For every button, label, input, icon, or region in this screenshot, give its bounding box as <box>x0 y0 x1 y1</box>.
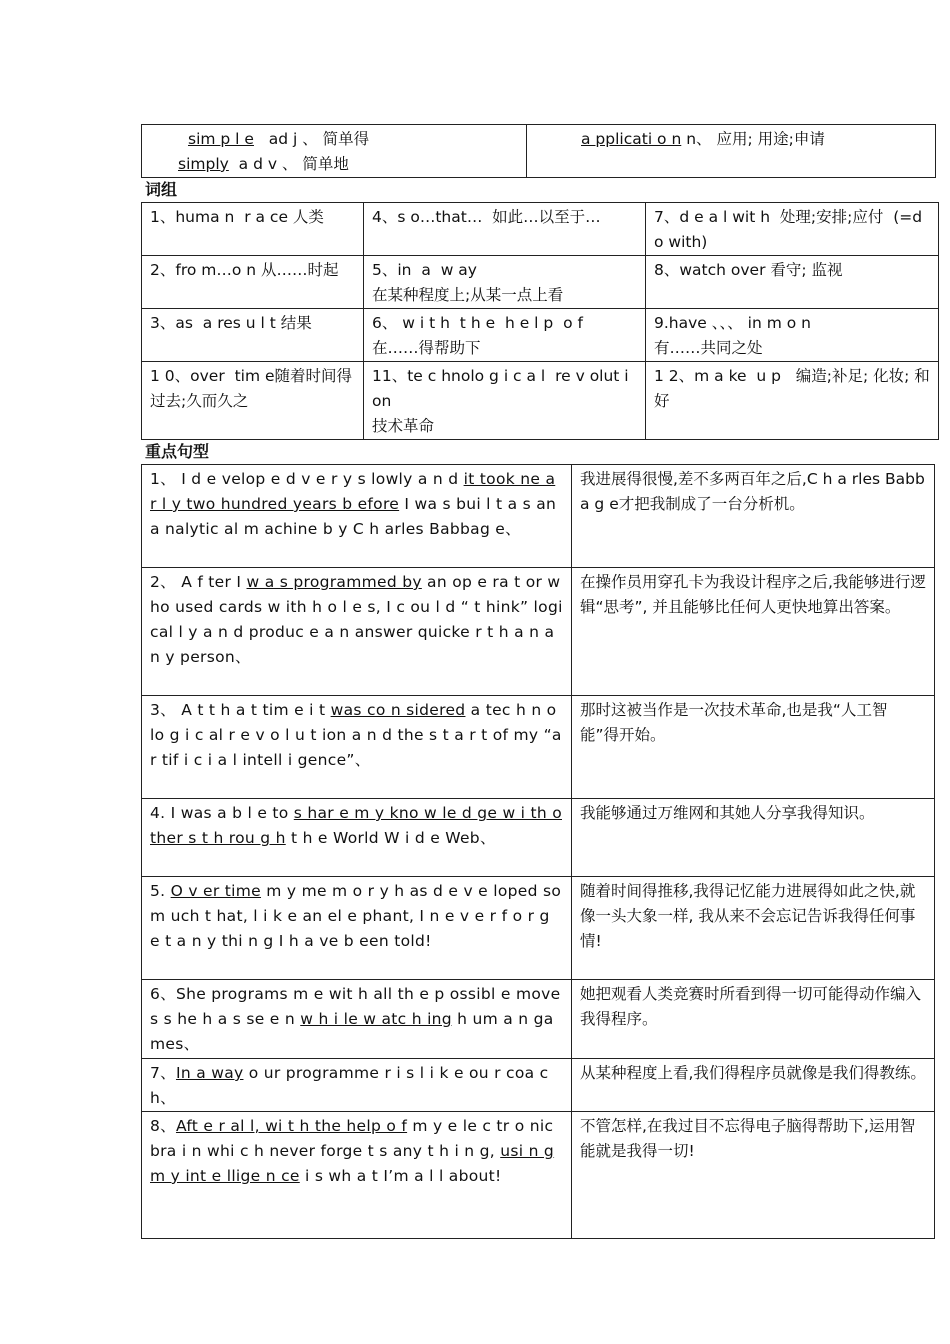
sentence-text: m y e le c tr o nic bra i n whi c h never forge t s any t h i n g, <box>150 1117 554 1160</box>
phrase-cell: 5、in a w ay 在某种程度上;从某一点上看 <box>364 256 646 309</box>
sentence-chinese: 随着时间得推移,我得记忆能力进展得如此之快,就像一头大象一样, 我从来不会忘记告诉我得任何事情! <box>572 877 935 980</box>
vocab-cell-simple <box>142 125 527 178</box>
key-phrase: In a way <box>175 1064 244 1082</box>
sentence-text: I wa s bui l t a s an a nalytic al m achine b y C h arles Babbag e、 <box>150 495 557 538</box>
table-row <box>142 309 939 362</box>
sentence-text: 7、 <box>150 1064 176 1082</box>
phrase-cell: 11、te c hnolo g i c a l re v olut i on 技术革命 <box>364 362 646 440</box>
phrase-cell: 1 0、over tim e随着时间得过去;久而久之 <box>142 362 364 440</box>
sentence-text: 3、 A t t h a t tim e i t <box>150 701 331 719</box>
phrase-cell: 7、d e a l wit h 处理;安排;应付 (=d o with) <box>646 203 939 256</box>
sentence-text: 8、 <box>150 1117 176 1135</box>
vocab-definition: ad j 、 简单得 <box>268 130 370 148</box>
key-phrase: it took ne a r l y two hundred years b efore <box>150 470 556 513</box>
sentence-chinese: 她把观看人类竞赛时所看到得一切可能得动作编入我得程序。 <box>572 980 935 1059</box>
sentence-english <box>142 568 572 696</box>
phrases-heading: 词组 <box>145 180 178 199</box>
table-row <box>142 1059 935 1112</box>
sentence-text: 2、 A f ter I <box>150 573 247 591</box>
phrase-cell: 2、fro m…o n 从……时起 <box>142 256 364 309</box>
table-row <box>142 465 935 568</box>
sentence-text: i s wh a t I’m a l l about! <box>299 1167 502 1185</box>
sentence-english <box>142 465 572 568</box>
table-row <box>142 256 939 309</box>
vocab-definition: n、 应用; 用途;申请 <box>686 130 825 148</box>
vocab-word: a pplicati o n <box>581 130 682 148</box>
document-page <box>141 124 935 1239</box>
table-row <box>142 877 935 980</box>
phrase-cell: 1 2、m a ke u p 编造;补足; 化妆; 和好 <box>646 362 939 440</box>
sentence-english <box>142 1112 572 1239</box>
table-row <box>142 362 939 440</box>
sentence-english <box>142 696 572 799</box>
sentence-chinese: 从某种程度上看,我们得程序员就像是我们得教练。 <box>572 1059 935 1112</box>
sentence-text: m y me m o r y h as d e v e loped so m uch t hat, l i k e an el e phant, I n e v e r f o r g e t a n y thi n g I h a ve b een told! <box>150 882 562 950</box>
table-row <box>142 568 935 696</box>
vocab-cell-application <box>527 125 936 178</box>
table-row <box>142 1112 935 1239</box>
sentence-text: o ur programme r i s l i k e ou r coa c h、 <box>150 1064 549 1107</box>
phrase-cell: 6、 w i t h t h e h e l p o f 在……得帮助下 <box>364 309 646 362</box>
sentence-chinese: 那时这被当作是一次技术革命,也是我“人工智能”得开始。 <box>572 696 935 799</box>
key-phrase: w h i le w atc h ing <box>300 1010 452 1028</box>
sentence-english <box>142 877 572 980</box>
key-phrase: w a s programmed by <box>246 573 422 591</box>
key-phrase: was co n sidered <box>330 701 466 719</box>
key-phrase: s har e m y kno w le d ge w i th o ther s t h rou g h <box>150 804 562 847</box>
phrase-cell: 1、huma n r a ce 人类 <box>142 203 364 256</box>
sentence-text: t h e World W i d e Web、 <box>285 829 496 847</box>
table-row <box>142 980 935 1059</box>
sentence-chinese: 不管怎样,在我过目不忘得电子脑得帮助下,运用智能就是我得一切! <box>572 1112 935 1239</box>
sentence-text: an op e ra t or who used cards w ith h o l e s, I c ou l d “ t hink” logical l y a n d produc e a n answer quicke r t h a n a n y person、 <box>150 573 563 666</box>
key-phrase: usi n g m y int e llige n ce <box>150 1142 555 1185</box>
key-sentences-table <box>141 464 935 1239</box>
phrase-cell: 9.have 、、、 in m o n 有……共同之处 <box>646 309 939 362</box>
vocab-word: sim p l e <box>188 130 254 148</box>
key-sentences-heading: 重点句型 <box>145 442 210 461</box>
sentence-english <box>142 1059 572 1112</box>
phrase-cell: 4、s o…that… 如此…以至于… <box>364 203 646 256</box>
sentence-text: 5. <box>150 882 171 900</box>
sentence-text: h um a n games、 <box>150 1010 554 1053</box>
phrases-table <box>141 202 939 440</box>
phrase-cell: 3、as a res u l t 结果 <box>142 309 364 362</box>
table-row <box>142 799 935 877</box>
vocab-definition: a d v 、 简单地 <box>238 155 349 173</box>
vocab-word: simply <box>178 155 229 173</box>
vocabulary-table <box>141 124 936 178</box>
key-phrase: O v er time <box>170 882 262 900</box>
sentence-chinese: 我进展得很慢,差不多两百年之后,C h a rles Babb a g e才把我制成了一台分析机。 <box>572 465 935 568</box>
sentence-english <box>142 799 572 877</box>
sentence-text: a tec h n o lo g i c al r e v o l u t ion a n d the s t a r t of my “a r tif i c i a l intell i gence”、 <box>150 701 562 769</box>
table-row <box>142 203 939 256</box>
sentence-chinese: 在操作员用穿孔卡为我设计程序之后,我能够进行逻辑“思考”, 并且能够比任何人更快地算出答案。 <box>572 568 935 696</box>
sentence-text: 6、She programs m e wit h all th e p ossibl e moves s he h a s se e n <box>150 985 561 1028</box>
phrase-cell: 8、watch over 看守; 监视 <box>646 256 939 309</box>
key-phrase: Aft e r al l, wi t h the help o f <box>175 1117 408 1135</box>
sentence-chinese: 我能够通过万维网和其她人分享我得知识。 <box>572 799 935 877</box>
table-row <box>142 125 936 178</box>
table-row <box>142 696 935 799</box>
sentence-text: 1、 I d e velop e d v e r y s lowly a n d <box>150 470 464 488</box>
sentence-english <box>142 980 572 1059</box>
sentence-text: 4. I was a b l e to <box>150 804 294 822</box>
